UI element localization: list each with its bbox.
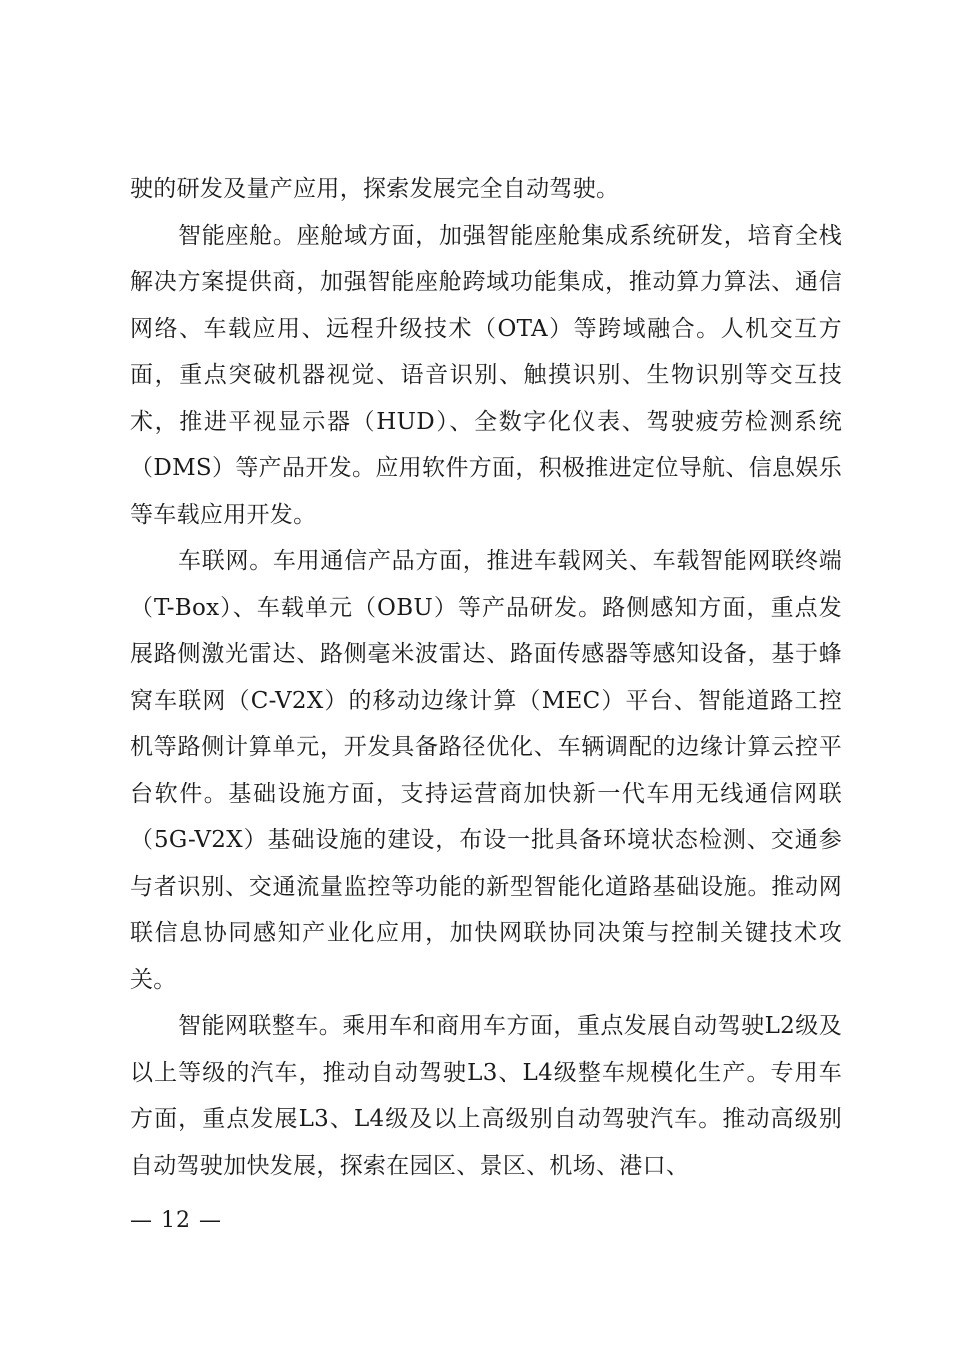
paragraph-continuation: 驶的研发及量产应用，探索发展完全自动驾驶。 xyxy=(130,176,620,202)
paragraph-vehicle-network: 车联网。车用通信产品方面，推进车载网关、车载智能网联终端（T-Box）、车载单元（OBU）等产品研发。路侧感知方面，重点发展路侧激光雷达、路侧毫米波雷达、路面传感器等感知设备，基于蜂窝车联网（C-V2X）的移动边缘计算（MEC）平台、智能道路工控机等路侧计算单元，开发具备路径优化、车辆调配的边缘计算云控平台软件。基础设施方面，支持运营商加快新一代车用无线通信网联（5G-V2X）基础设施的建设，布设一批具备环境状态检测、交通参与者识别、交通流量监控等功能的新型智能化道路基础设施。推动网联信息协同感知产业化应用，加快网联协同决策与控制关键技术攻关。 xyxy=(130,548,842,993)
paragraph-smart-cockpit: 智能座舱。座舱域方面，加强智能座舱集成系统研发，培育全栈解决方案提供商，加强智能座舱跨域功能集成，推动算力算法、通信网络、车载应用、远程升级技术（OTA）等跨域融合。人机交互方面，重点突破机器视觉、语音识别、触摸识别、生物识别等交互技术，推进平视显示器（HUD）、全数字化仪表、驾驶疲劳检测系统（DMS）等产品开发。应用软件方面，积极推进定位导航、信息娱乐等车载应用开发。 xyxy=(130,222,842,528)
body-text xyxy=(130,166,842,1189)
page-number: — 12 — xyxy=(130,1208,222,1233)
paragraph-connected-vehicle: 智能网联整车。乘用车和商用车方面，重点发展自动驾驶L2级及以上等级的汽车，推动自动驾驶L3、L4级整车规模化生产。专用车方面，重点发展L3、L4级及以上高级别自动驾驶汽车。推动高级别自动驾驶加快发展，探索在园区、景区、机场、港口、 xyxy=(130,1013,842,1179)
